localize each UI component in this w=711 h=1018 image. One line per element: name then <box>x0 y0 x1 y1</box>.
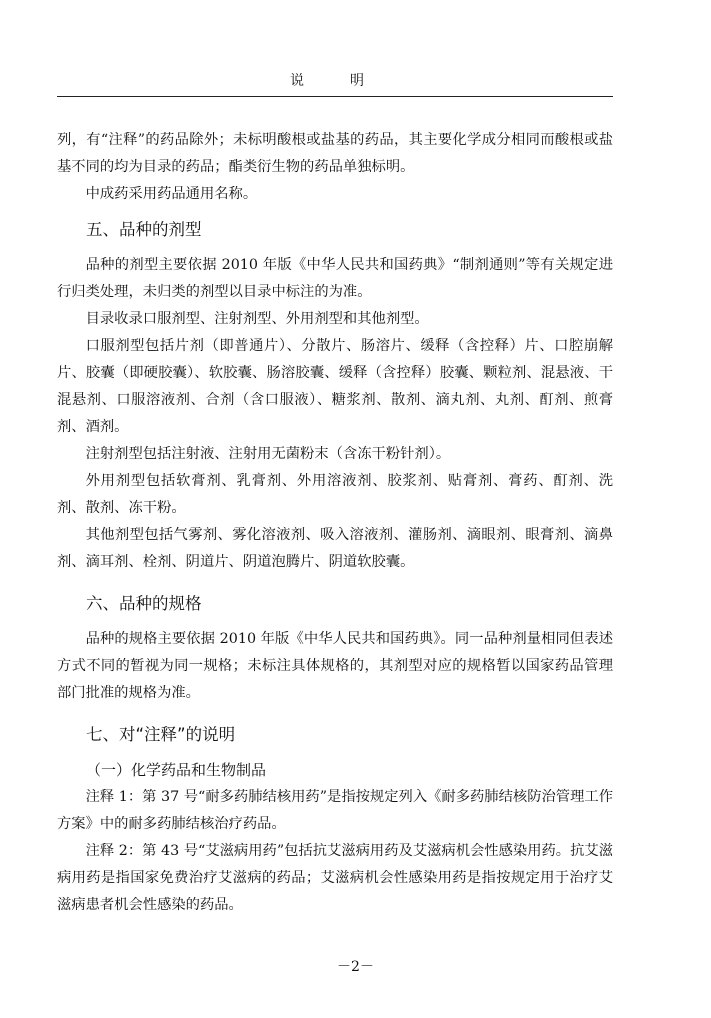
section-heading: 六、品种的规格 <box>86 594 202 613</box>
paragraph: 目录收录口服剂型、注射剂型、外用剂型和其他剂型。 <box>85 311 429 327</box>
paragraph: 品种的剂型主要依据 2010 年版《中华人民共和国药典》“制剂通则”等有关规定进行归类处理，未归类的剂型以目录中标注的为准。 <box>57 257 613 300</box>
section-heading: 七、对“注释”的说明 <box>86 725 236 744</box>
page-header: 说 明 <box>57 66 613 97</box>
paragraph: 中成药采用药品通用名称。 <box>85 186 258 202</box>
paragraph: 其他剂型包括气雾剂、雾化溶液剂、吸入溶液剂、灌肠剂、滴眼剂、眼膏剂、滴鼻剂、滴耳剂、栓剂、阴道片、阴道泡腾片、阴道软胶囊。 <box>57 527 613 570</box>
paragraph: 列，有“注释”的药品除外；未标明酸根或盐基的药品，其主要化学成分相同而酸根或盐基不同的均为目录的药品；酯类衍生物的药品单独标明。 <box>57 132 613 175</box>
paragraph: 注释 1：第 37 号“耐多药肺结核用药”是指按规定列入《耐多药肺结核防治管理工作方案》中的耐多药肺结核治疗药品。 <box>57 789 613 832</box>
paragraph: 注释 2：第 43 号“艾滋病用药”包括抗艾滋病用药及艾滋病机会性感染用药。抗艾滋病用药是指国家免费治疗艾滋病的药品；艾滋病机会性感染用药是指按规定用于治疗艾滋病患者机会性感染的药品。 <box>57 843 613 913</box>
subsection-heading: （一）化学药品和生物制品 <box>86 761 267 779</box>
paragraph: 口服剂型包括片剂（即普通片）、分散片、肠溶片、缓释（含控释）片、口腔崩解片、胶囊（即硬胶囊）、软胶囊、肠溶胶囊、缓释（含控释）胶囊、颗粒剂、混悬液、干混悬剂、口服溶液剂、合剂（含口服液）、糖浆剂、散剂、滴丸剂、丸剂、酊剂、煎膏剂、酒剂。 <box>57 338 613 435</box>
paragraph: 外用剂型包括软膏剂、乳膏剂、外用溶液剂、胶浆剂、贴膏剂、膏药、酊剂、洗剂、散剂、冻干粉。 <box>57 473 613 516</box>
section-heading: 五、品种的剂型 <box>86 220 202 239</box>
page-number: －2－ <box>337 959 374 975</box>
paragraph: 品种的规格主要依据 2010 年版《中华人民共和国药典》。同一品种剂量相同但表述方式不同的暂视为同一规格；未标注具体规格的，其剂型对应的规格暂以国家药品管理部门批准的规格为准。 <box>57 631 613 701</box>
paragraph: 注射剂型包括注射液、注射用无菌粉末（含冻干粉针剂）。 <box>85 446 451 462</box>
document-body <box>57 127 613 919</box>
